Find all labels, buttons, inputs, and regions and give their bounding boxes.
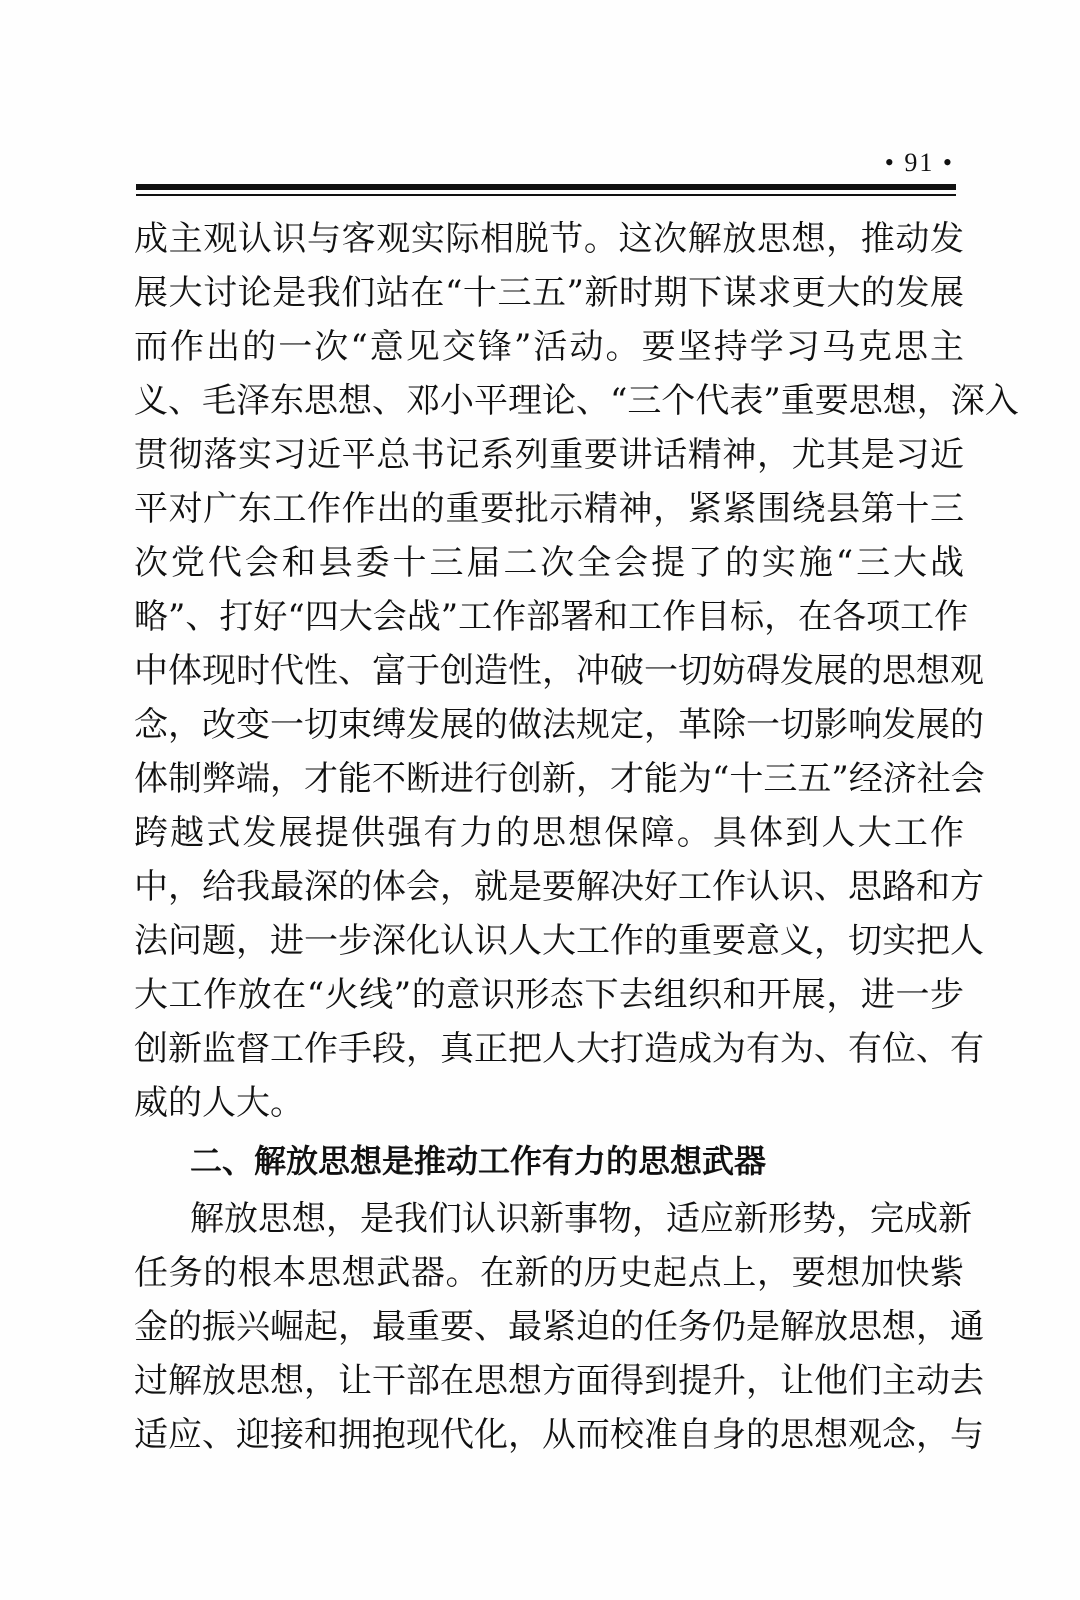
text-line: 解放思想，是我们认识新事物，适应新形势，完成新 — [190, 1199, 972, 1239]
text-line: 中，给我最深的体会，就是要解决好工作认识、思路和方 — [134, 867, 984, 907]
text-line: 适应、迎接和拥抱现代化，从而校准自身的思想观念，与 — [134, 1415, 984, 1455]
text-line: 平对广东工作作出的重要批示精神，紧紧围绕县第十三 — [134, 489, 964, 529]
text-line: 念，改变一切束缚发展的做法规定，革除一切影响发展的 — [134, 705, 984, 745]
text-line: 创新监督工作手段，真正把人大打造成为有为、有位、有 — [134, 1029, 984, 1069]
text-line: 义、毛泽东思想、邓小平理论、“三个代表”重要思想，深入 — [134, 381, 1019, 421]
text-line: 体制弊端，才能不断进行创新，才能为“十三五”经济社会 — [134, 759, 985, 799]
text-line: 过解放思想，让干部在思想方面得到提升，让他们主动去 — [134, 1361, 984, 1401]
text-line: 金的振兴崛起，最重要、最紧迫的任务仍是解放思想，通 — [134, 1307, 984, 1347]
text-line: 略”、打好“四大会战”工作部署和工作目标，在各项工作 — [134, 597, 969, 637]
header-rule-thick — [136, 184, 956, 190]
text-line: 大工作放在“火线”的意识形态下去组织和开展，进一步 — [134, 975, 964, 1015]
header-rule-thin — [136, 194, 956, 196]
section-heading: 二、解放思想是推动工作有力的思想武器 — [190, 1142, 767, 1180]
body-text — [134, 212, 1019, 1462]
text-line: 中体现时代性、富于创造性，冲破一切妨碍发展的思想观 — [134, 651, 984, 691]
text-line: 贯彻落实习近平总书记系列重要讲话精神，尤其是习近 — [134, 435, 964, 475]
text-line: 展大讨论是我们站在“十三五”新时期下谋求更大的发展 — [134, 273, 964, 313]
text-line: 成主观认识与客观实际相脱节。这次解放思想，推动发 — [134, 219, 964, 259]
text-line: 任务的根本思想武器。在新的历史起点上，要想加快紫 — [134, 1253, 964, 1293]
text-line: 次党代会和县委十三届二次全会提了的实施“三大战 — [134, 543, 964, 583]
text-line: 跨越式发展提供强有力的思想保障。具体到人大工作 — [134, 813, 964, 853]
page-number: • 91 • — [884, 148, 954, 177]
text-line: 而作出的一次“意见交锋”活动。要坚持学习马克思主 — [134, 327, 964, 367]
text-line: 法问题，进一步深化认识人大工作的重要意义，切实把人 — [134, 921, 984, 961]
text-line: 威的人大。 — [134, 1083, 304, 1123]
